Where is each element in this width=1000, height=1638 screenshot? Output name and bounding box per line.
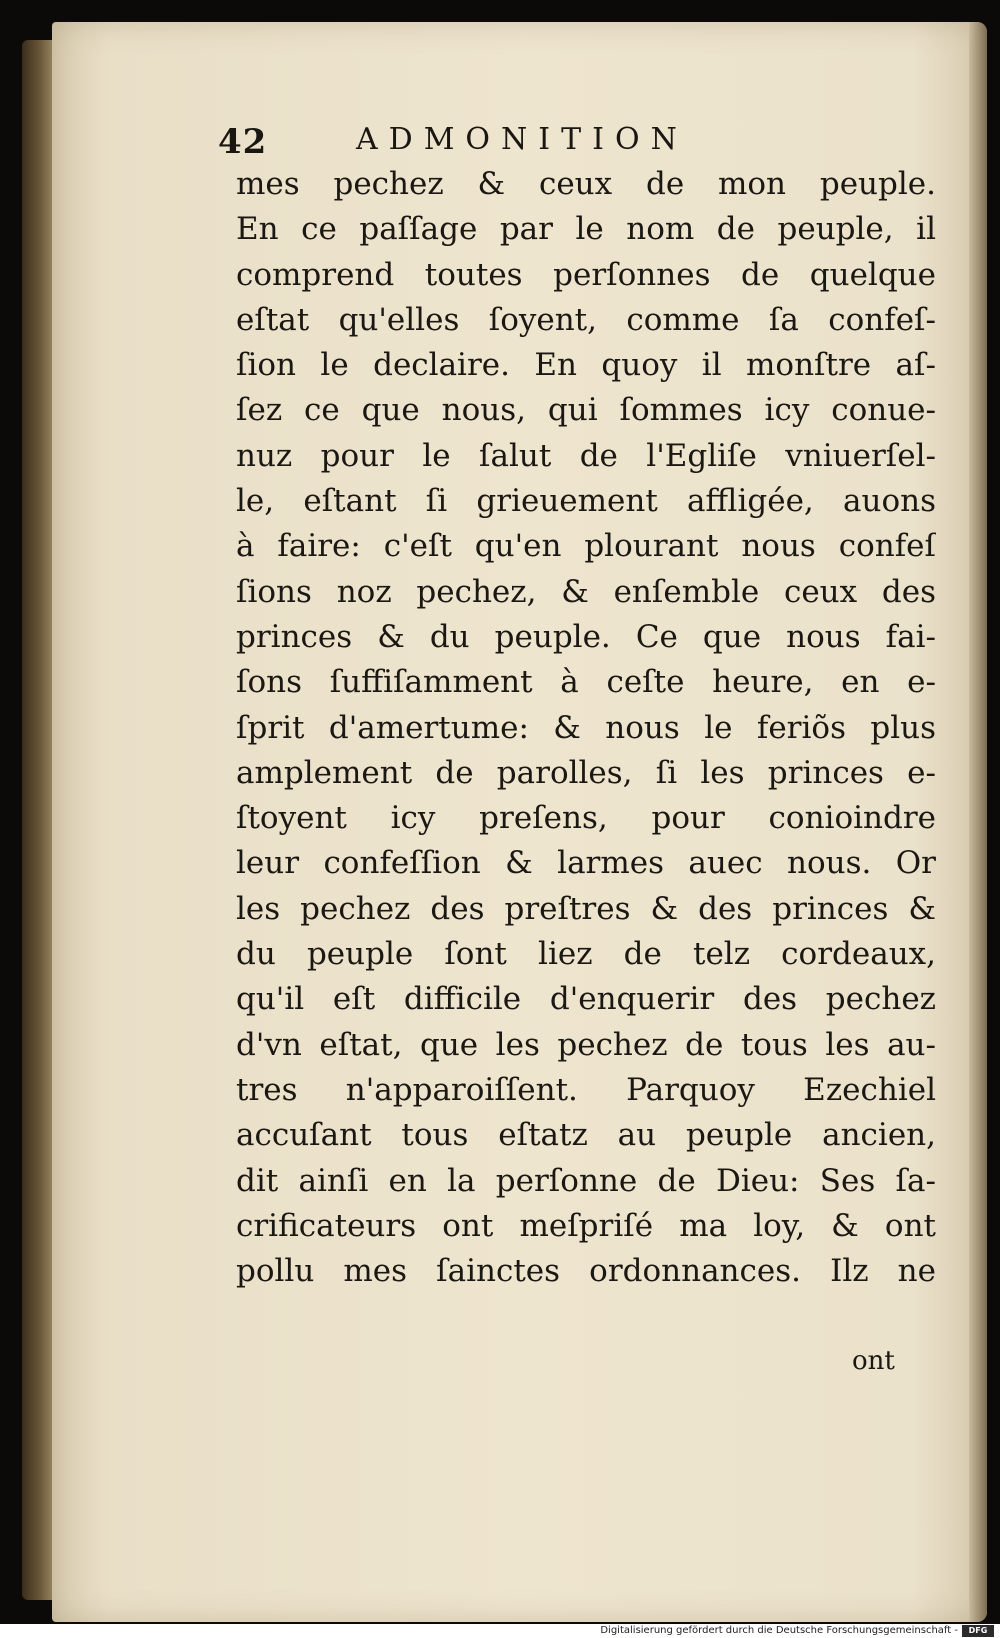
digitization-footer [0, 1624, 1000, 1638]
text-line: ſons ſuffiſamment à ceſte heure, en e- [236, 664, 936, 701]
text-line: eſtat qu'elles ſoyent, comme ſa confeſ- [236, 301, 936, 338]
text-line: ſprit d'amertume: & nous le feriõs plus [236, 709, 936, 746]
text-line: crificateurs ont meſpriſé ma loy, & ont [236, 1207, 936, 1244]
body-text [236, 162, 936, 1294]
catchword: ont [852, 1346, 895, 1376]
text-line: nuz pour le ſalut de l'Egliſe vniuerſel- [236, 437, 936, 474]
text-line: accuſant tous eſtatz au peuple ancien, [236, 1117, 936, 1154]
text-line: d'vn eſtat, que les pechez de tous les au- [236, 1026, 936, 1063]
text-line: les pechez des preſtres & des princes & [236, 890, 936, 927]
text-line: qu'il eſt difficile d'enquerir des pechez [236, 981, 936, 1018]
text-line: ſion le declaire. En quoy il monſtre aſ- [236, 347, 936, 384]
text-line: mes pechez & ceux de mon peuple. [236, 166, 936, 202]
text-line: comprend toutes perſonnes de quelque [236, 256, 936, 293]
text-line: dit ainſi en la perſonne de Dieu: Ses ſa- [236, 1162, 936, 1199]
text-line: princes & du peuple. Ce que nous fai- [236, 618, 936, 655]
running-head: ADMONITION [356, 122, 688, 157]
text-line: ſions noz pechez, & enſemble ceux des [236, 573, 936, 610]
text-line: En ce paſſage par le nom de peuple, il [236, 211, 936, 248]
text-line: à faire: c'eſt qu'en plourant nous confeſ [236, 528, 936, 565]
text-line: le, eſtant ſi grieuement affligée, auons [236, 483, 936, 520]
text-line: tres n'apparoiſſent. Parquoy Ezechiel [236, 1071, 936, 1108]
page-gutter [969, 22, 987, 1622]
page-number: 42 [218, 122, 268, 162]
text-line: amplement de parolles, ſi les princes e- [236, 754, 936, 791]
text-line: ſtoyent icy preſens, pour conioindre [236, 800, 936, 837]
dfg-logo: DFG [962, 1625, 994, 1637]
page-header [218, 110, 778, 160]
funding-credit: Digitalisierung gefördert durch die Deutsche Forschungsgemeinschaft - [600, 1625, 958, 1636]
text-line: leur confeſſion & larmes auec nous. Or [236, 845, 936, 882]
text-line: pollu mes ſainctes ordonnances. Ilz ne [236, 1253, 936, 1290]
text-line: du peuple ſont liez de telz cordeaux, [236, 936, 936, 973]
text-line: ſez ce que nous, qui ſommes icy conue- [236, 392, 936, 429]
